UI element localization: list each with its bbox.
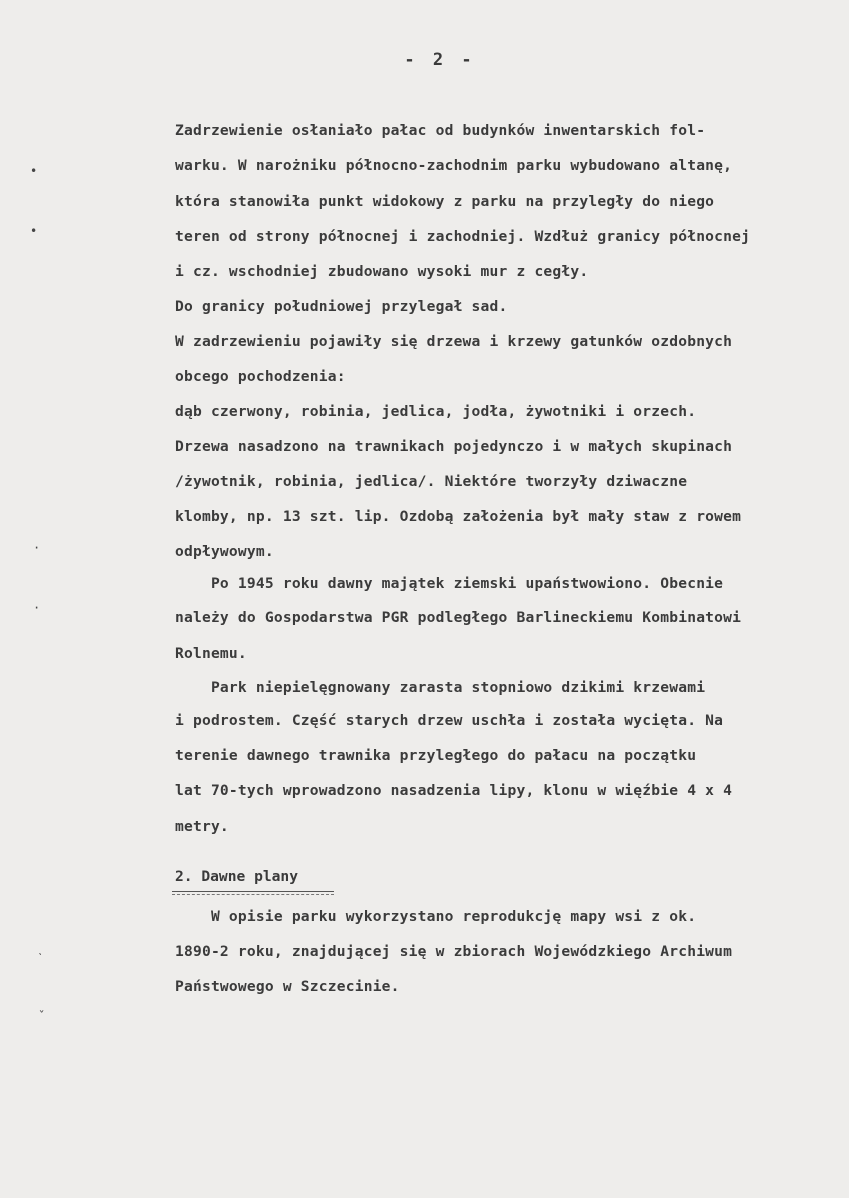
text-line: W zadrzewieniu pojawiły się drzewa i krzewy gatunków ozdobnych	[175, 333, 733, 350]
text-line: terenie dawnego trawnika przyległego do pałacu na początku	[175, 747, 697, 764]
text-line: klomby, np. 13 szt. lip. Ozdobą założenia był mały staw z rowem	[175, 508, 742, 525]
text-line: lat 70-tych wprowadzono nasadzenia lipy, klonu w więźbie 4 x 4	[175, 782, 733, 799]
text-line: Zadrzewienie osłaniało pałac od budynków inwentarskich fol-	[175, 122, 706, 139]
text-line: Do granicy południowej przylegał sad.	[175, 298, 508, 315]
text-line: W opisie parku wykorzystano reprodukcję mapy wsi z ok.	[175, 908, 697, 925]
text-line: warku. W narożniku północno-zachodnim parku wybudowano altanę,	[175, 157, 733, 174]
margin-mark: •	[30, 164, 38, 178]
text-line: i podrostem. Część starych drzew uschła i została wycięta. Na	[175, 712, 724, 729]
text-line: obcego pochodzenia:	[175, 368, 346, 385]
text-line: Park niepielęgnowany zarasta stopniowo dzikimi krzewami	[175, 679, 706, 696]
text-line: teren od strony północnej i zachodniej. Wzdłuż granicy północnej	[175, 228, 751, 245]
margin-mark: •	[30, 224, 38, 238]
margin-mark: ·	[33, 541, 41, 555]
text-line: i cz. wschodniej zbudowano wysoki mur z cegły.	[175, 263, 589, 280]
text-line: należy do Gospodarstwa PGR podległego Barlineckiemu Kombinatowi	[175, 609, 742, 626]
text-line: metry.	[175, 818, 229, 835]
margin-mark: ˋ	[37, 951, 45, 965]
page-number: - 2 -	[404, 50, 476, 70]
margin-mark: ·	[33, 601, 41, 615]
margin-mark: ˇ	[38, 1009, 46, 1023]
text-line: która stanowiła punkt widokowy z parku na przyległy do niego	[175, 193, 715, 210]
text-line: dąb czerwony, robinia, jedlica, jodła, żywotniki i orzech.	[175, 403, 697, 420]
text-line: odpływowym.	[175, 543, 274, 560]
section-heading: 2. Dawne plany	[175, 868, 299, 885]
text-line: Rolnemu.	[175, 645, 247, 662]
text-line: Drzewa nasadzono na trawnikach pojedynczo i w małych skupinach	[175, 438, 733, 455]
text-line: Państwowego w Szczecinie.	[175, 978, 400, 995]
heading-underline	[172, 891, 334, 895]
text-line: 1890-2 roku, znajdującej się w zbiorach Wojewódzkiego Archiwum	[175, 943, 733, 960]
text-line: Po 1945 roku dawny majątek ziemski upaństwowiono. Obecnie	[175, 575, 724, 592]
text-line: /żywotnik, robinia, jedlica/. Niektóre tworzyły dziwaczne	[175, 473, 688, 490]
